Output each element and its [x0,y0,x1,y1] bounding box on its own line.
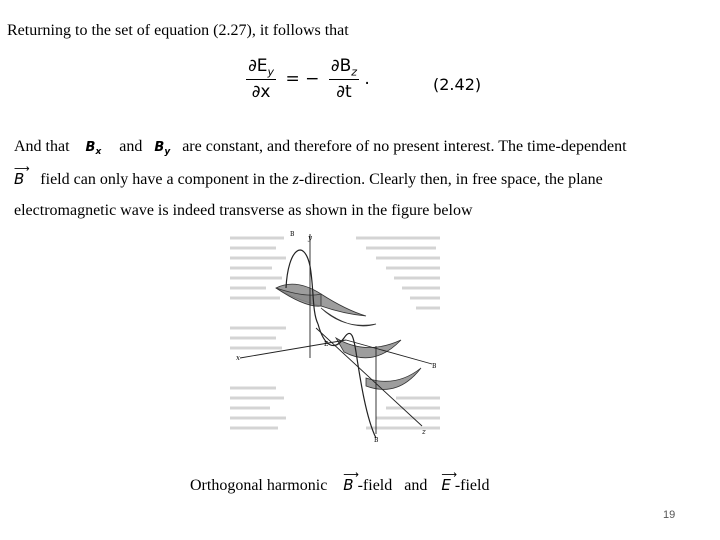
eq-num-left: ∂E [248,56,268,76]
fraction-right [329,56,359,102]
fig-label-z: z [422,428,426,436]
axes [240,234,432,434]
symbol-bx [86,140,102,155]
vector-b-letter: B [14,170,25,188]
vector-b [14,162,30,188]
arrow-icon: ⟶ [441,468,458,481]
bx-sub: x [95,147,102,157]
b-field-wave [286,250,376,438]
caption-e-letter: E [441,476,451,494]
caption-vector-b [343,468,360,494]
fig-label-b-right: B [432,363,437,370]
arrow-icon: ⟶ [343,468,360,481]
caption-suffix: -field [454,477,490,494]
fig-label-e: E [324,341,329,348]
eq-period: . [364,69,370,90]
symbol-by [154,140,170,155]
fig-label-b-bottom: B [374,437,379,444]
caption-b-letter: B [343,476,354,494]
caption-mid: -field and [357,477,428,494]
wave-diagram [226,228,448,446]
intro-text: Returning to the set of equation (2.27), it follows that [7,22,349,39]
eq-den-left: ∂x [251,82,271,103]
e-field-lobes [276,284,421,389]
wave-figure [226,228,448,446]
arrow-icon: ⟶ [14,162,30,175]
by-sub: y [164,147,171,157]
caption-prefix: Orthogonal harmonic [190,477,328,494]
eq-equals-minus: = − [285,69,320,90]
eq-num-right-sub: z [351,65,358,79]
figure-caption [190,468,490,495]
fig-label-b-top: B [290,231,295,238]
paragraph-line-2 [14,162,603,189]
faded-background-text [230,238,440,428]
equation-number: (2.42) [433,75,482,94]
text-z: z [292,171,299,188]
bx-main: B [85,140,96,155]
fig-label-x: x [236,354,240,362]
fraction-left [246,56,276,102]
eq-num-left-sub: y [267,65,275,79]
by-main: B [154,140,165,155]
text-direction: -direction. Clearly then, in free space, the plane [298,171,603,188]
caption-vector-e [441,468,458,494]
page-number: 19 [663,509,676,521]
fig-label-y: y [308,234,312,242]
paragraph-line-3: electromagnetic wave is indeed transverse as shown in the figure below [14,202,473,219]
text-and: and [119,138,143,155]
equation-2-42 [246,56,370,102]
text-and-that: And that [14,138,70,155]
text-constant: are constant, and therefore of no present interest. The time-dependent [182,138,627,155]
eq-num-right: ∂B [330,56,352,76]
paragraph-line-1 [14,138,627,157]
text-field-component: field can only have a component in the [40,171,289,188]
eq-den-right: ∂t [336,82,352,103]
